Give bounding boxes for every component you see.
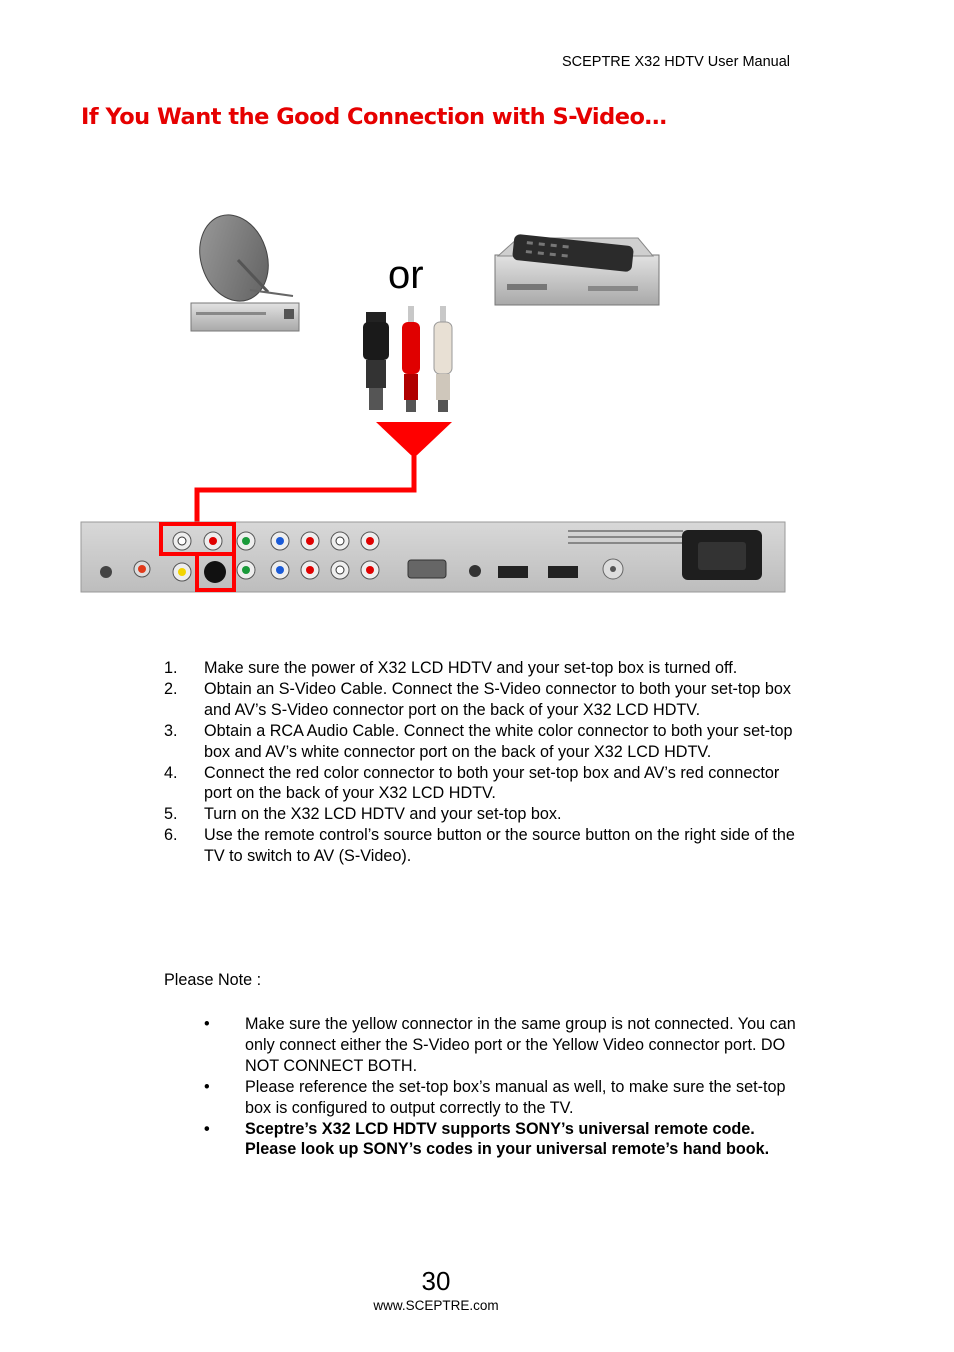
satellite-receiver-image [189, 206, 299, 331]
note-label: Please Note : [164, 971, 262, 989]
tv-rear-panel-image [81, 522, 785, 592]
step-item: 3. Obtain a RCA Audio Cable. Connect the white color connector to both your set-top box and AV’s white connector port on the back of your X32 LCD HDTV. [164, 721, 793, 761]
step-item: 2. Obtain an S-Video Cable. Connect the S-Video connector to both your set-top box and AV’s S-Video connector port on the back of your X32 LCD HDTV. [164, 679, 792, 719]
note-item: • Please reference the set-top box’s manual as well, to make sure the set-top box is configured to output correctly to the TV. [204, 1077, 786, 1117]
note-item: • Make sure the yellow connector in the same group is not connected. You can only connect either the S-Video port or the Yellow Video connector port. DO NOT CONNECT BOTH. [204, 1015, 796, 1075]
step-item: 5. Turn on the X32 LCD HDTV and your set-top box. [164, 805, 562, 824]
cable-path [197, 422, 452, 526]
step-item: 4. Connect the red color connector to both your set-top box and AV’s red connector port on the back of your X32 LCD HDTV. [164, 763, 780, 803]
page-number: 30 [421, 1266, 451, 1296]
connection-diagram [78, 200, 790, 596]
note-bullets [204, 1014, 804, 1160]
note-item: • Sceptre’s X32 LCD HDTV supports SONY’s universal remote code. Please look up SONY’s codes in your universal remote’s hand book. [204, 1119, 770, 1159]
step-item: 6. Use the remote control’s source button or the source button on the right side of the TV to switch to AV (S-Video). [164, 826, 795, 866]
step-item: 1. Make sure the power of X32 LCD HDTV and your set-top box is turned off. [164, 659, 738, 677]
set-top-box-image [495, 234, 659, 305]
section-title: If You Want the Good Connection with S-Video… [81, 104, 667, 130]
website-url: www.SCEPTRE.com [373, 1298, 499, 1313]
cable-plugs [363, 306, 452, 412]
manual-header: SCEPTRE X32 HDTV User Manual [561, 54, 790, 70]
instruction-steps [164, 658, 804, 867]
or-label: or [388, 253, 424, 297]
